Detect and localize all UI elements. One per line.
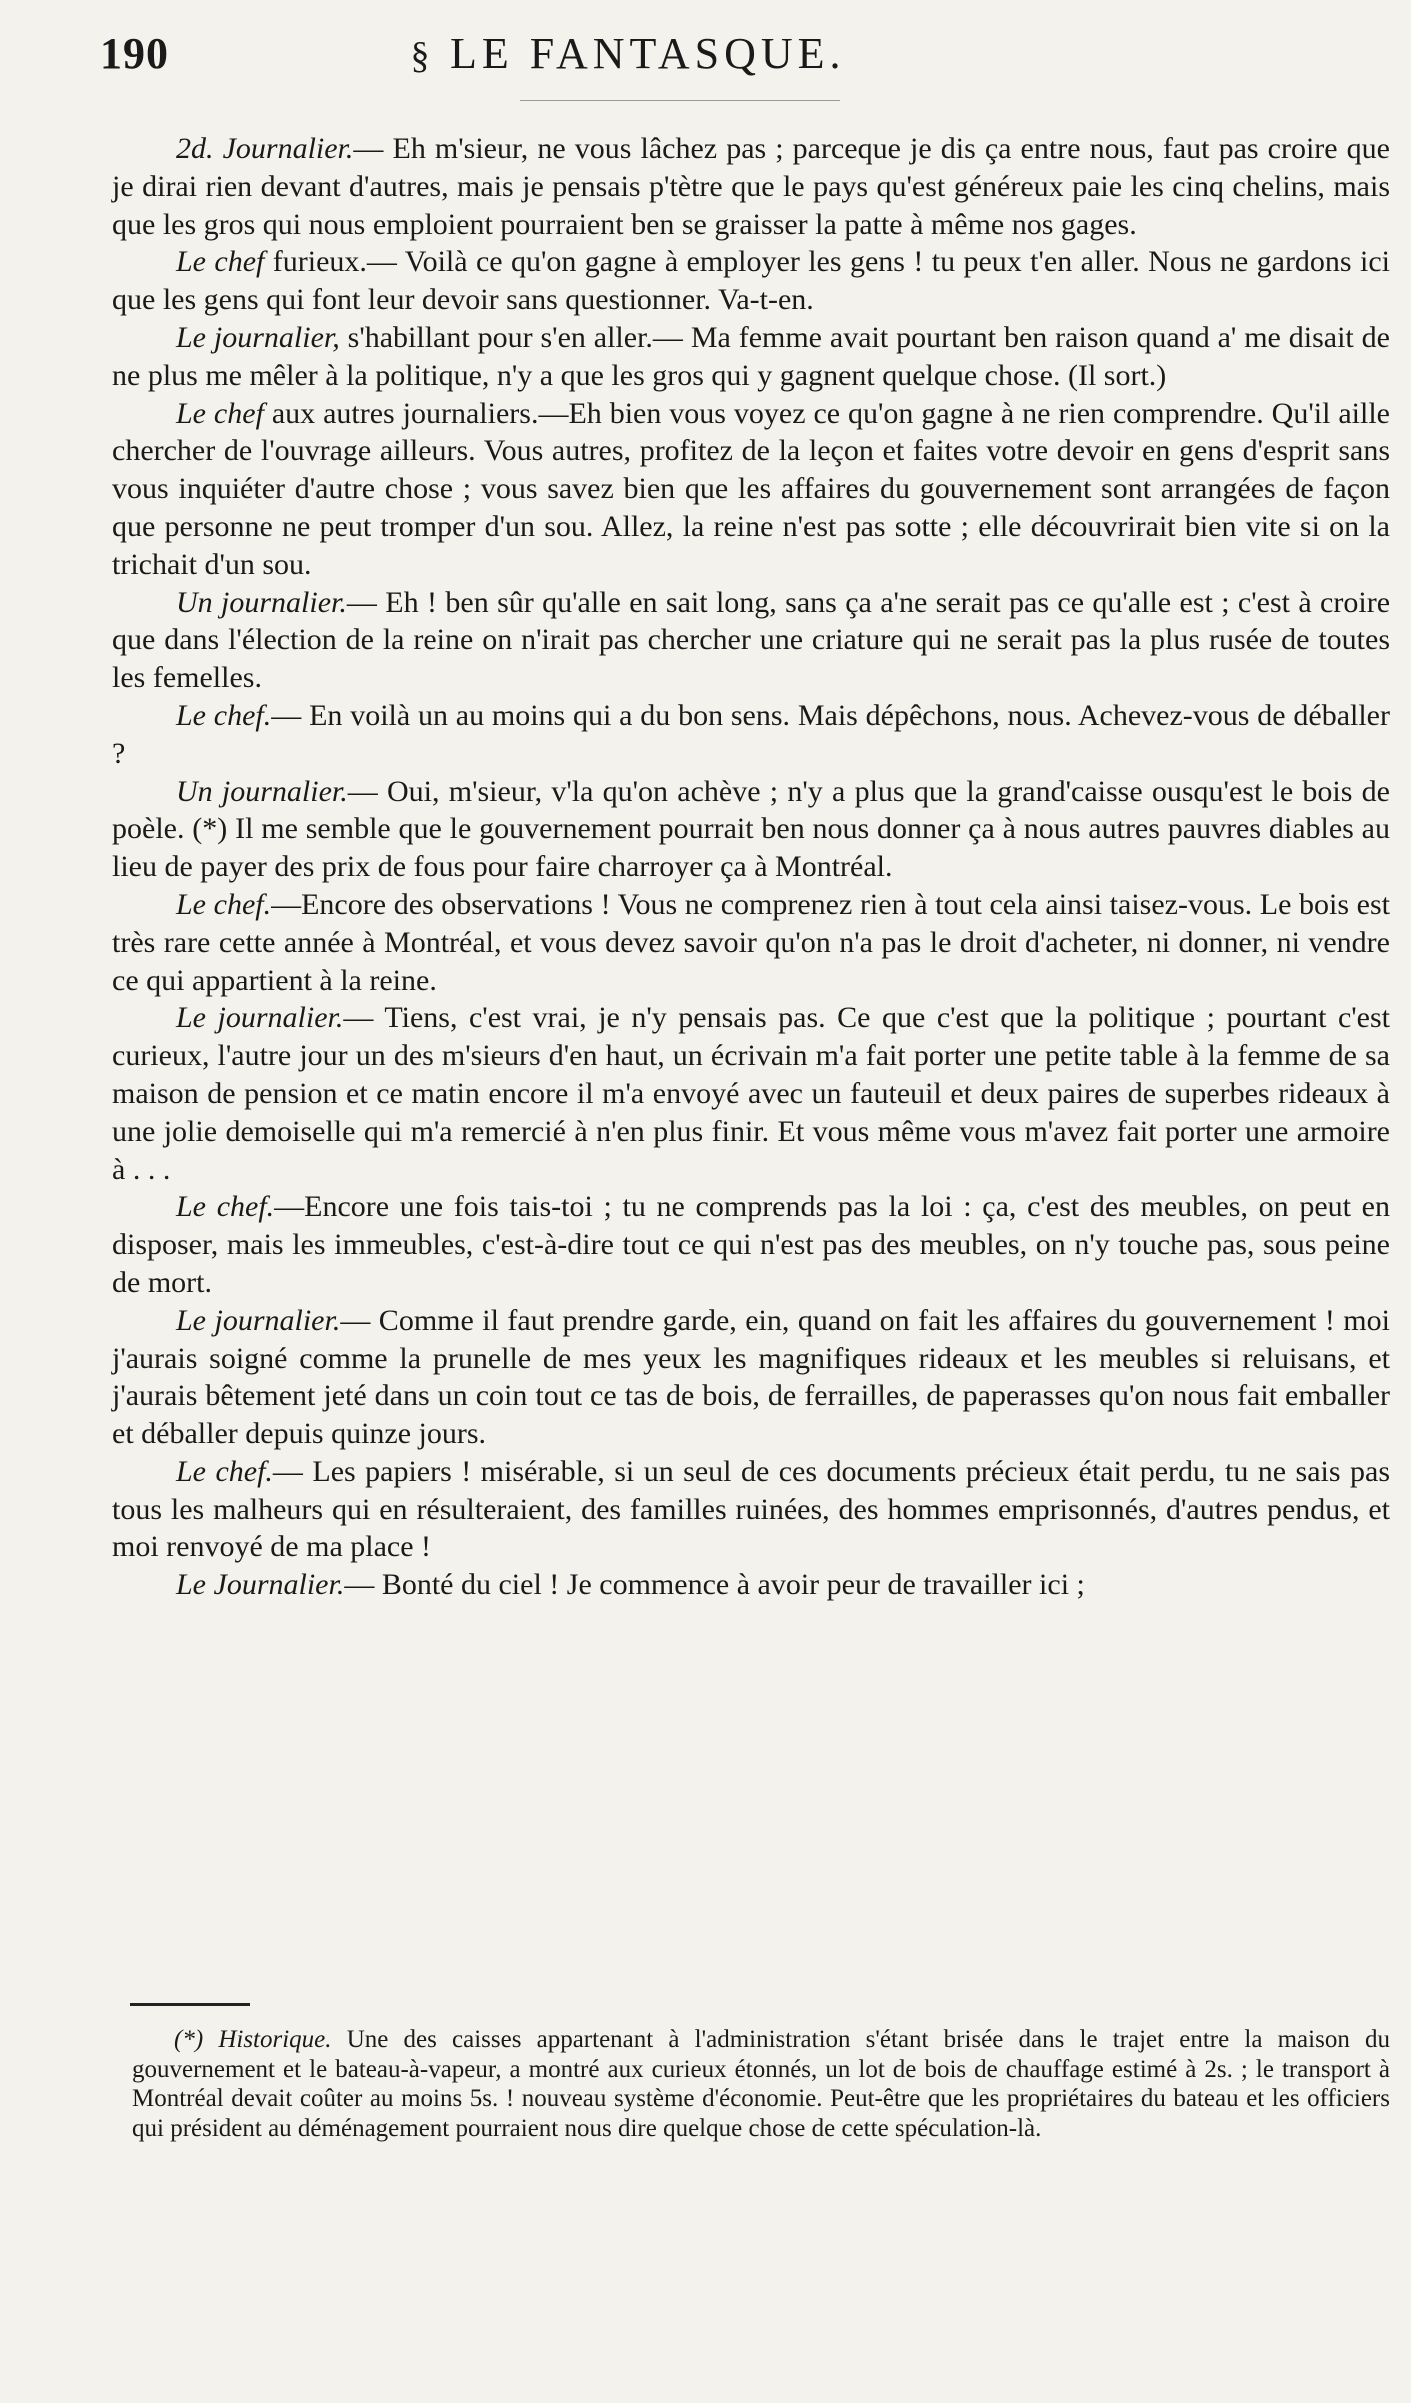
speaker-name: Le Journalier. [176,1568,345,1602]
footnote-label: (*) Historique. [174,2026,332,2053]
speaker-name: Le chef [176,245,265,279]
speech-text: furieux.— Voilà ce qu'on gagne à employer les gens ! tu peux t'en aller. Nous ne gardons ici que les gens qui font leur devoir sans questionner. Va-t-en. [112,245,1390,317]
dialogue-paragraph [112,1566,1390,1604]
speech-text: — Oui, m'sieur, v'la qu'on achève ; n'y a plus que la grand'caisse ousqu'est le bois de poèle. (*) Il me semble que le gouvernement pourrait ben nous donner ça à nous autres pauvres diables au lieu de payer des prix de fous pour faire charroyer ça à Montréal. [112,774,1390,884]
dialogue-paragraph [112,1188,1390,1301]
footnote-text: Une des caisses appartenant à l'administration s'étant brisée dans le trajet entre la maison du gouvernement et le bateau-à-vapeur, a montré aux curieux étonnés, un lot de bois de chauffage estimé à 2s. ; le transport à Montréal devait coûter au moins 5s. ! nouveau système d'économie. Peut-être que les propriétaires du bateau et les officiers qui président au déménagement pourraient nous dire quelque chose de cette spéculation-là. [132,2026,1391,2142]
speaker-name: Un journalier. [176,585,347,619]
speaker-name: Le journalier. [176,1303,341,1337]
speech-text: —Encore des observations ! Vous ne comprenez rien à tout cela ainsi taisez-vous. Le bois est très rare cette année à Montréal, et vous devez savoir qu'on n'a pas le droit d'acheter, ni donner, ni vendre ce qui appartient à la reine. [112,887,1391,997]
page-header [100,28,1390,98]
footnote-paragraph [132,2025,1390,2143]
dialogue-paragraph [112,1302,1390,1453]
speaker-name: Le chef. [176,1190,275,1224]
dialogue-paragraph [112,243,1390,319]
dialogue-paragraph [112,886,1390,999]
speaker-name: Un journalier. [176,774,348,808]
speaker-name: Le chef. [176,1454,273,1488]
speech-text: s'habillant pour s'en aller.— Ma femme avait pourtant ben raison quand a' me disait de ne plus me mêler à la politique, n'y a que les gros qui y gagnent quelque chose. (Il sort.) [112,320,1390,392]
dialogue-paragraph [112,1453,1390,1566]
dialogue-body [112,130,1390,1604]
speech-text: — Comme il faut prendre garde, ein, quand on fait les affaires du gouvernement ! moi j'aurais soigné comme la prunelle de mes yeux les magnifiques rideaux et les meubles si reluisans, et j'aurais bêtement jeté dans un coin tout ce tas de bois, de ferrailles, de paperasses qu'on nous fait emballer et déballer depuis quinze jours. [112,1303,1390,1451]
speech-text: — Bonté du ciel ! Je commence à avoir peur de travailler ici ; [344,1568,1085,1602]
dialogue-paragraph [112,319,1390,395]
speech-text: — Tiens, c'est vrai, je n'y pensais pas. Ce que c'est que la politique ; pourtant c'est curieux, l'autre jour un des m'sieurs d'en haut, un écrivain m'a fait porter une petite table à la femme de sa maison de pension et ce matin encore il m'a envoyé avec un fauteuil et deux paires de superbes rideaux à une jolie demoiselle qui m'a remercié à n'en plus finir. Et vous même vous m'avez fait porter une armoire à . . . [112,1001,1390,1186]
speaker-name: Le chef. [176,698,272,732]
speech-text: —Encore une fois tais-toi ; tu ne comprends pas la loi : ça, c'est des meubles, on peut en disposer, mais les immeubles, c'est-à-dire tout ce qui n'est pas des meubles, on n'y touche pas, sous peine de mort. [112,1190,1390,1299]
journal-title: LE FANTASQUE. [450,29,846,78]
dialogue-paragraph [112,697,1390,773]
speaker-name: Le journalier, [176,320,340,354]
speaker-name: Le journalier. [176,1001,344,1035]
speaker-name: Le chef [176,396,264,430]
dialogue-paragraph [112,395,1390,584]
speech-text: — Eh m'sieur, ne vous lâchez pas ; parceque je dis ça entre nous, faut pas croire que je dirai rien devant d'autres, mais je pensais p'tètre que le pays qu'est généreux paie les cinq chelins, mais que les gros qui nous emploient pourraient ben se graisser la patte à même nos gages. [112,132,1390,241]
speech-text: aux autres journaliers.—Eh bien vous voyez ce qu'on gagne à ne rien comprendre. Qu'il aille chercher de l'ouvrage ailleurs. Vous autres, profitez de la leçon et faites votre devoir en gens d'esprit sans vous inquiéter d'autre chose ; vous savez bien que les affaires du gouvernement sont arrangées de façon que personne ne peut tromper d'un sou. Allez, la reine n'est pas sotte ; elle découvrirait bien vite si on la trichait d'un sou. [112,396,1390,581]
speech-text: — Eh ! ben sûr qu'alle en sait long, sans ça a'ne serait pas ce qu'alle est ; c'est à croire que dans l'élection de la reine on n'irait pas chercher une criature qui ne serait pas la plus rusée de toutes les femelles. [112,585,1391,695]
speaker-name: Le chef. [176,887,272,921]
dialogue-paragraph [112,999,1390,1188]
footnote [132,2025,1390,2143]
speech-text: — Les papiers ! misérable, si un seul de ces documents précieux était perdu, tu ne sais pas tous les malheurs qui en résulteraient, des familles ruinées, des hommes emprisonnés, d'autres pendus, et moi renvoyé de ma place ! [112,1454,1390,1564]
speech-text: — En voilà un au moins qui a du bon sens. Mais dépêchons, nous. Achevez-vous de déballer ? [112,698,1390,770]
page-number: 190 [100,29,169,78]
dialogue-paragraph [112,584,1390,697]
header-rule [520,100,840,101]
speaker-name: 2d. Journalier. [176,132,354,165]
section-ornament: § [410,35,430,77]
dialogue-paragraph [112,773,1390,886]
footnote-rule [130,2003,250,2006]
dialogue-paragraph [112,130,1390,243]
